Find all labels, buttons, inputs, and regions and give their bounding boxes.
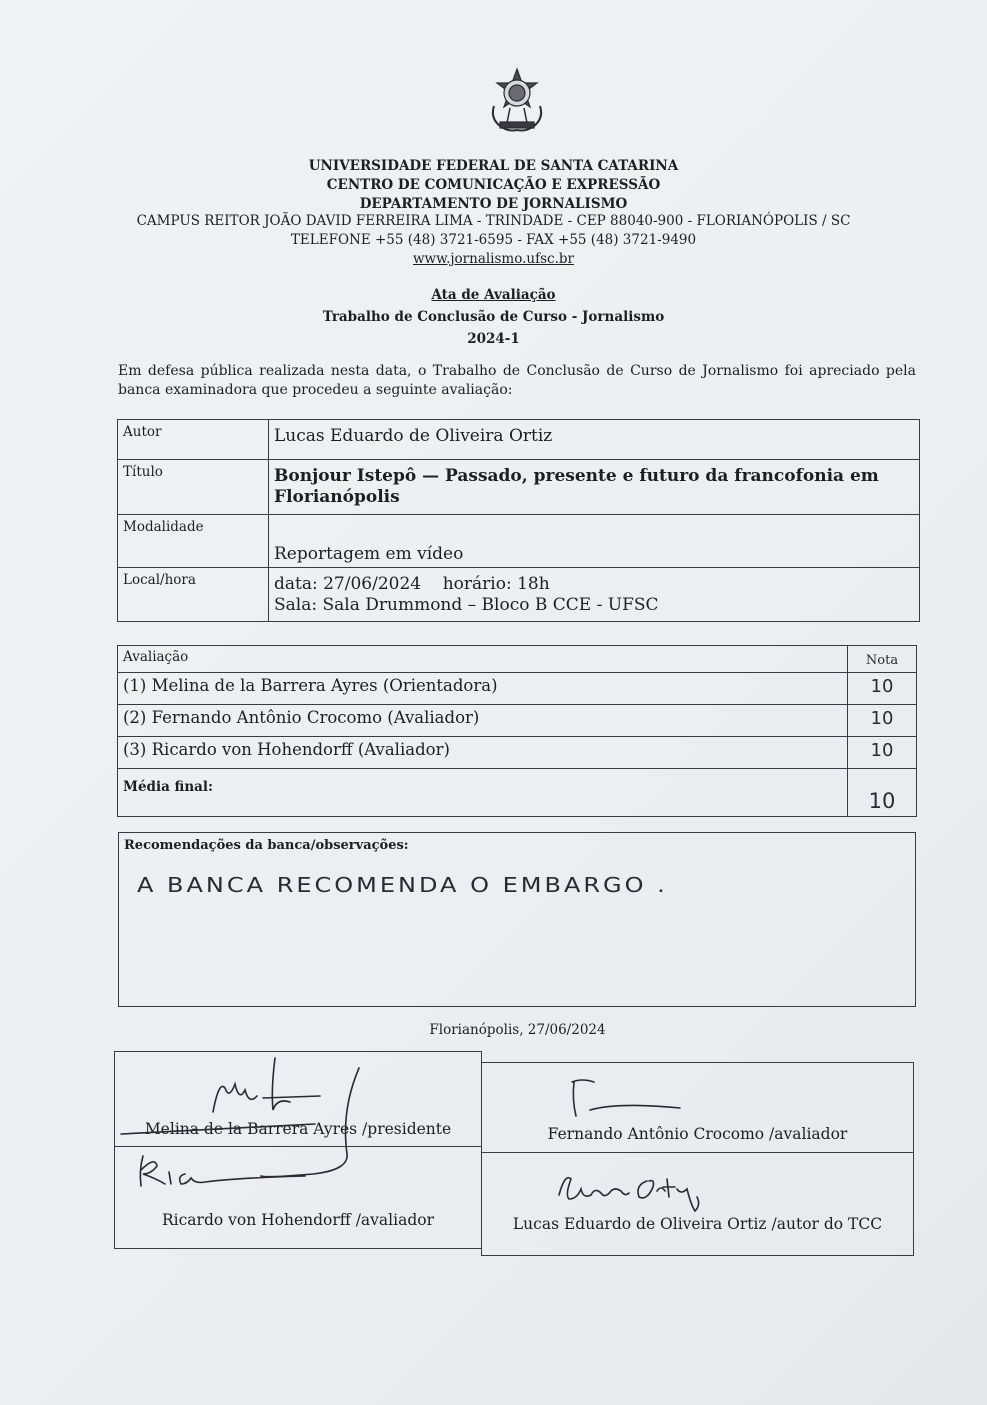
recommendations-label: Recomendações da banca/observações:	[124, 838, 409, 853]
campus-address: CAMPUS REITOR JOÃO DAVID FERREIRA LIMA - TRINDADE - CEP 88040-900 - FLORIANÓPOLIS / SC	[136, 213, 851, 229]
recommendations-box	[118, 832, 916, 1007]
evaluation-header: Avaliação	[118, 646, 848, 673]
final-grade-label: Média final:	[118, 769, 848, 817]
evaluator-grade: 10	[848, 673, 917, 705]
term: 2024-1	[467, 331, 520, 347]
document-subtitle: Trabalho de Conclusão de Curso - Jornalismo	[322, 309, 665, 325]
table-row	[118, 673, 917, 705]
intro-paragraph: Em defesa pública realizada nesta data, o Trabalho de Conclusão de Curso de Jornalismo foi apreciado pela banca examinadora que procedeu a seguinte avaliação:	[118, 363, 916, 398]
evaluator-grade: 10	[848, 705, 917, 737]
evaluator-name: (1) Melina de la Barrera Ayres (Orientadora)	[118, 673, 848, 705]
title-label: Título	[118, 460, 269, 515]
signature-label: Fernando Antônio Crocomo /avaliador	[547, 1125, 848, 1143]
evaluator-grade: 10	[848, 737, 917, 769]
grade-header: Nota	[848, 646, 917, 673]
place-value	[269, 568, 920, 622]
website-link[interactable]: www.jornalismo.ufsc.br	[413, 251, 574, 267]
title-value: Bonjour Istepô — Passado, presente e futuro da francofonia em Florianópolis	[269, 460, 920, 515]
signature-cell-evaluator1	[481, 1062, 914, 1153]
author-value: Lucas Eduardo de Oliveira Ortiz	[269, 420, 920, 460]
phone-fax: TELEFONE +55 (48) 3721-6595 - FAX +55 (48) 3721-9490	[290, 232, 697, 248]
university-name: UNIVERSIDADE FEDERAL DE SANTA CATARINA	[308, 158, 679, 174]
room-line: Sala: Sala Drummond – Bloco B CCE - UFSC	[274, 595, 659, 615]
signature-label: Melina de la Barrera Ayres /presidente	[144, 1120, 452, 1138]
table-row	[118, 705, 917, 737]
evaluation-table	[117, 645, 917, 817]
place-date: Florianópolis, 27/06/2024	[429, 1022, 606, 1038]
date-line: data: 27/06/2024 horário: 18h	[274, 574, 550, 594]
signature-lucas-handwritten	[555, 1165, 715, 1215]
author-label: Autor	[118, 420, 269, 460]
signature-ricardo-handwritten	[135, 1150, 315, 1195]
place-label: Local/hora	[118, 568, 269, 622]
document-title: Ata de Avaliação	[431, 287, 556, 303]
modality-label: Modalidade	[118, 515, 269, 568]
thesis-info-table	[117, 419, 920, 622]
table-row	[118, 737, 917, 769]
evaluator-name: (3) Ricardo von Hohendorff (Avaliador)	[118, 737, 848, 769]
signature-label: Ricardo von Hohendorff /avaliador	[161, 1211, 434, 1229]
evaluator-name: (2) Fernando Antônio Crocomo (Avaliador)	[118, 705, 848, 737]
department-name: DEPARTAMENTO DE JORNALISMO	[359, 196, 628, 212]
signature-fernando-handwritten	[568, 1072, 688, 1122]
modality-value: Reportagem em vídeo	[269, 515, 920, 568]
center-name: CENTRO DE COMUNICAÇÃO E EXPRESSÃO	[326, 177, 661, 193]
final-grade-value: 10	[848, 769, 917, 817]
signature-label: Lucas Eduardo de Oliveira Ortiz /autor do TCC	[512, 1215, 883, 1233]
recommendations-text: A BANCA RECOMENDA O EMBARGO .	[137, 873, 668, 897]
brazil-coat-of-arms-seal	[486, 66, 548, 136]
